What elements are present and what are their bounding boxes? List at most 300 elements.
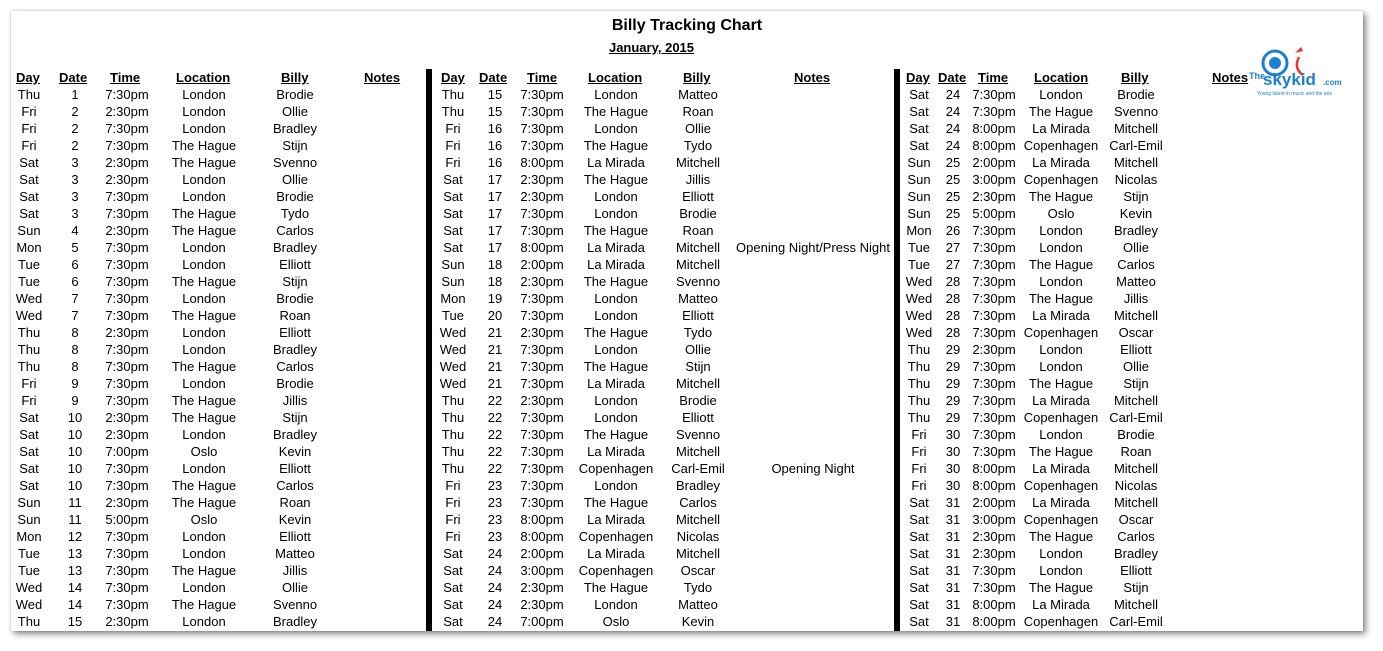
cell-date: 14 <box>67 580 83 595</box>
cell-date: 29 <box>945 410 961 425</box>
cell-location: London <box>182 427 226 442</box>
header-notes: Notes <box>364 70 401 85</box>
cell-date: 7 <box>71 308 79 323</box>
cell-location: London <box>182 240 226 255</box>
cell-billy: Stijn <box>282 138 308 153</box>
cell-billy: Ollie <box>1122 240 1150 255</box>
cell-date: 24 <box>487 563 503 578</box>
cell-location: London <box>182 172 226 187</box>
cell-day: Sat <box>909 580 929 595</box>
cell-location: La Mirada <box>1032 155 1090 170</box>
cell-date: 12 <box>67 529 83 544</box>
cell-date: 2 <box>71 138 79 153</box>
cell-billy: Mitchell <box>1113 121 1159 136</box>
cell-billy: Carl-Emil <box>1109 138 1163 153</box>
cell-day: Sun <box>907 172 931 187</box>
cell-date: 31 <box>945 546 961 561</box>
cell-time: 8:00pm <box>972 597 1016 612</box>
cell-date: 25 <box>945 189 961 204</box>
cell-billy: Brodie <box>679 206 717 221</box>
cell-day: Sun <box>17 512 41 527</box>
cell-day: Sat <box>443 172 463 187</box>
cell-billy: Carlos <box>276 478 314 493</box>
cell-time: 7:30pm <box>520 87 564 102</box>
cell-billy: Stijn <box>1123 376 1149 391</box>
cell-time: 7:30pm <box>972 444 1016 459</box>
cell-billy: Bradley <box>1113 223 1159 238</box>
cell-date: 22 <box>487 410 503 425</box>
cell-time: 7:30pm <box>520 223 564 238</box>
cell-day: Thu <box>441 87 465 102</box>
cell-day: Fri <box>21 376 37 391</box>
cell-date: 29 <box>945 376 961 391</box>
cell-location: London <box>1039 240 1083 255</box>
cell-date: 28 <box>945 291 961 306</box>
cell-billy: Carl-Emil <box>671 461 725 476</box>
cell-billy: Nicolas <box>676 529 720 544</box>
cell-billy: Brodie <box>276 376 314 391</box>
cell-time: 2:00pm <box>972 155 1016 170</box>
cell-time: 7:30pm <box>520 444 564 459</box>
cell-time: 2:30pm <box>520 393 564 408</box>
cell-day: Wed <box>905 308 933 323</box>
cell-location: The Hague <box>1028 104 1094 119</box>
cell-day: Thu <box>17 87 41 102</box>
cell-day: Thu <box>441 104 465 119</box>
cell-date: 25 <box>945 206 961 221</box>
cell-time: 2:30pm <box>105 172 149 187</box>
cell-billy: Ollie <box>281 172 309 187</box>
cell-time: 7:30pm <box>105 291 149 306</box>
cell-location: La Mirada <box>1032 121 1090 136</box>
cell-time: 2:00pm <box>972 495 1016 510</box>
cell-date: 28 <box>945 274 961 289</box>
cell-time: 7:30pm <box>972 257 1016 272</box>
cell-location: London <box>182 325 226 340</box>
cell-date: 16 <box>487 155 503 170</box>
cell-location: La Mirada <box>587 512 645 527</box>
cell-time: 7:30pm <box>520 495 564 510</box>
cell-time: 7:30pm <box>105 376 149 391</box>
cell-billy: Bradley <box>272 427 318 442</box>
cell-location: The Hague <box>583 359 649 374</box>
cell-location: The Hague <box>1028 580 1094 595</box>
cell-day: Sat <box>19 172 39 187</box>
logo-the: The <box>1249 71 1266 81</box>
cell-time: 7:30pm <box>105 529 149 544</box>
cell-day: Wed <box>439 376 467 391</box>
cell-day: Mon <box>16 529 42 544</box>
cell-location: London <box>182 104 226 119</box>
cell-location: The Hague <box>583 580 649 595</box>
cell-time: 7:30pm <box>520 478 564 493</box>
cell-location: London <box>594 291 638 306</box>
cell-day: Sat <box>909 546 929 561</box>
cell-time: 7:30pm <box>105 461 149 476</box>
cell-day: Thu <box>907 393 931 408</box>
cell-time: 7:30pm <box>105 206 149 221</box>
cell-time: 2:30pm <box>105 223 149 238</box>
cell-day: Fri <box>21 104 37 119</box>
cell-location: La Mirada <box>1032 597 1090 612</box>
cell-billy: Elliott <box>279 257 311 272</box>
cell-day: Fri <box>21 138 37 153</box>
cell-date: 16 <box>487 138 503 153</box>
cell-date: 30 <box>945 427 961 442</box>
cell-billy: Elliott <box>279 529 311 544</box>
cell-location: London <box>1039 427 1083 442</box>
tracking-chart-sheet <box>11 11 1363 631</box>
cell-billy: Carl-Emil <box>1109 614 1163 629</box>
cell-location: London <box>182 189 226 204</box>
cell-day: Tue <box>908 240 930 255</box>
cell-time: 7:30pm <box>105 563 149 578</box>
cell-billy: Ollie <box>684 121 712 136</box>
cell-time: 2:30pm <box>105 325 149 340</box>
cell-date: 11 <box>68 495 82 510</box>
cell-date: 30 <box>945 461 961 476</box>
cell-date: 18 <box>487 257 503 272</box>
cell-day: Sat <box>909 529 929 544</box>
header-location: Location <box>176 70 231 85</box>
cell-location: The Hague <box>583 104 649 119</box>
cell-day: Fri <box>911 478 927 493</box>
cell-location: La Mirada <box>587 155 645 170</box>
cell-date: 24 <box>487 580 503 595</box>
cell-day: Fri <box>445 155 461 170</box>
cell-billy: Svenno <box>272 597 318 612</box>
cell-location: London <box>1039 359 1083 374</box>
cell-date: 4 <box>71 223 79 238</box>
cell-date: 8 <box>71 325 79 340</box>
cell-billy: Mitchell <box>675 444 721 459</box>
cell-day: Fri <box>21 393 37 408</box>
cell-time: 7:30pm <box>972 274 1016 289</box>
cell-location: London <box>182 257 226 272</box>
cell-billy: Brodie <box>276 189 314 204</box>
cell-date: 30 <box>945 444 961 459</box>
cell-date: 21 <box>487 342 503 357</box>
cell-location: Copenhagen <box>1023 410 1099 425</box>
cell-day: Wed <box>905 325 933 340</box>
cell-billy: Matteo <box>678 87 718 102</box>
cell-time: 8:00pm <box>972 138 1016 153</box>
cell-location: The Hague <box>171 478 237 493</box>
cell-time: 8:00pm <box>972 121 1016 136</box>
cell-location: La Mirada <box>587 376 645 391</box>
cell-location: The Hague <box>1028 257 1094 272</box>
cell-day: Sat <box>443 614 463 629</box>
cell-billy: Kevin <box>1119 206 1153 221</box>
cell-day: Tue <box>18 546 40 561</box>
cell-location: The Hague <box>583 223 649 238</box>
cell-location: The Hague <box>171 206 237 221</box>
cell-day: Sat <box>909 597 929 612</box>
cell-billy: Tydo <box>683 580 713 595</box>
cell-location: London <box>182 121 226 136</box>
cell-location: The Hague <box>1028 189 1094 204</box>
cell-billy: Tydo <box>280 206 310 221</box>
cell-billy: Elliott <box>279 325 311 340</box>
cell-billy: Svenno <box>1113 104 1159 119</box>
cell-date: 3 <box>71 206 79 221</box>
cell-date: 28 <box>945 308 961 323</box>
cell-day: Sat <box>19 189 39 204</box>
cell-day: Sun <box>17 223 41 238</box>
header-notes: Notes <box>1212 70 1249 85</box>
cell-location: La Mirada <box>587 444 645 459</box>
cell-date: 23 <box>487 478 503 493</box>
cell-day: Sat <box>443 597 463 612</box>
cell-location: London <box>1039 563 1083 578</box>
cell-location: The Hague <box>1028 376 1094 391</box>
cell-billy: Mitchell <box>675 376 721 391</box>
cell-time: 2:00pm <box>520 257 564 272</box>
cell-time: 2:30pm <box>105 155 149 170</box>
cell-time: 7:30pm <box>972 359 1016 374</box>
cell-time: 2:30pm <box>972 342 1016 357</box>
cell-date: 25 <box>945 172 961 187</box>
cell-billy: Elliott <box>682 308 714 323</box>
cell-time: 7:30pm <box>520 359 564 374</box>
cell-location: London <box>1039 223 1083 238</box>
header-location: Location <box>588 70 643 85</box>
cell-day: Mon <box>440 291 466 306</box>
cell-billy: Roan <box>279 495 311 510</box>
cell-time: 2:30pm <box>520 580 564 595</box>
cell-location: Copenhagen <box>1023 512 1099 527</box>
cell-billy: Jillis <box>685 172 711 187</box>
cell-date: 17 <box>487 206 503 221</box>
cell-day: Tue <box>908 257 930 272</box>
cell-date: 31 <box>945 614 961 629</box>
cell-location: The Hague <box>171 393 237 408</box>
cell-location: London <box>594 189 638 204</box>
cell-billy: Carlos <box>1117 529 1155 544</box>
cell-date: 13 <box>67 546 83 561</box>
cell-time: 7:30pm <box>972 410 1016 425</box>
cell-location: Copenhagen <box>1023 614 1099 629</box>
cell-location: London <box>182 461 226 476</box>
cell-location: London <box>182 529 226 544</box>
cell-time: 7:30pm <box>520 291 564 306</box>
cell-billy: Carlos <box>679 495 717 510</box>
cell-day: Thu <box>441 427 465 442</box>
cell-billy: Stijn <box>1123 580 1149 595</box>
cell-billy: Mitchell <box>1113 461 1159 476</box>
cell-day: Sat <box>443 223 463 238</box>
cell-time: 7:30pm <box>972 87 1016 102</box>
cell-billy: Elliott <box>682 410 714 425</box>
cell-date: 15 <box>67 614 83 629</box>
cell-day: Thu <box>17 342 41 357</box>
cell-time: 7:30pm <box>105 121 149 136</box>
cell-billy: Roan <box>279 308 311 323</box>
cell-day: Sat <box>909 512 929 527</box>
cell-location: London <box>182 87 226 102</box>
cell-day: Sat <box>909 104 929 119</box>
cell-time: 5:00pm <box>972 206 1016 221</box>
cell-billy: Ollie <box>281 580 309 595</box>
cell-location: La Mirada <box>1032 495 1090 510</box>
cell-billy: Bradley <box>1113 546 1159 561</box>
cell-date: 27 <box>945 257 961 272</box>
cell-billy: Nicolas <box>1114 172 1158 187</box>
cell-time: 7:30pm <box>972 291 1016 306</box>
cell-date: 16 <box>487 121 503 136</box>
cell-day: Sat <box>19 427 39 442</box>
header-billy: Billy <box>683 70 711 85</box>
cell-time: 2:00pm <box>520 546 564 561</box>
cell-location: London <box>594 342 638 357</box>
cell-billy: Bradley <box>272 121 318 136</box>
cell-time: 2:30pm <box>520 189 564 204</box>
cell-billy: Nicolas <box>1114 478 1158 493</box>
cell-day: Sat <box>19 478 39 493</box>
cell-location: La Mirada <box>1032 461 1090 476</box>
cell-billy: Elliott <box>682 189 714 204</box>
cell-date: 31 <box>945 580 961 595</box>
cell-date: 17 <box>487 223 503 238</box>
cell-location: Oslo <box>190 444 218 459</box>
cell-time: 3:00pm <box>972 172 1016 187</box>
cell-day: Thu <box>907 342 931 357</box>
cell-location: London <box>1039 342 1083 357</box>
cell-time: 7:30pm <box>972 427 1016 442</box>
cell-billy: Matteo <box>678 597 718 612</box>
cell-billy: Mitchell <box>675 546 721 561</box>
cell-day: Mon <box>906 223 932 238</box>
cell-day: Wed <box>15 597 43 612</box>
cell-location: The Hague <box>171 359 237 374</box>
cell-billy: Matteo <box>275 546 315 561</box>
cell-location: London <box>594 121 638 136</box>
cell-time: 2:30pm <box>105 614 149 629</box>
cell-location: Copenhagen <box>1023 478 1099 493</box>
cell-day: Fri <box>445 121 461 136</box>
cell-date: 27 <box>945 240 961 255</box>
cell-billy: Elliott <box>279 461 311 476</box>
cell-location: London <box>594 87 638 102</box>
header-date: Date <box>59 70 88 85</box>
cell-day: Fri <box>445 478 461 493</box>
cell-location: Copenhagen <box>1023 138 1099 153</box>
cell-date: 29 <box>945 393 961 408</box>
cell-time: 7:00pm <box>520 614 564 629</box>
cell-time: 7:30pm <box>520 461 564 476</box>
cell-date: 17 <box>487 172 503 187</box>
header-time: Time <box>110 70 141 85</box>
column-separator <box>894 69 900 631</box>
cell-date: 24 <box>945 87 961 102</box>
cell-time: 7:30pm <box>972 240 1016 255</box>
cell-billy: Matteo <box>678 291 718 306</box>
cell-date: 10 <box>67 478 83 493</box>
cell-billy: Stijn <box>685 359 711 374</box>
cell-location: Copenhagen <box>578 563 654 578</box>
cell-billy: Svenno <box>272 155 318 170</box>
cell-billy: Ollie <box>281 104 309 119</box>
cell-date: 21 <box>487 376 503 391</box>
cell-time: 7:30pm <box>520 410 564 425</box>
cell-time: 7:30pm <box>972 376 1016 391</box>
cell-date: 2 <box>71 104 79 119</box>
cell-date: 13 <box>67 563 83 578</box>
cell-billy: Mitchell <box>1113 155 1159 170</box>
cell-location: Copenhagen <box>1023 172 1099 187</box>
cell-day: Sat <box>909 563 929 578</box>
cell-date: 20 <box>487 308 503 323</box>
cell-date: 7 <box>71 291 79 306</box>
cell-location: London <box>182 546 226 561</box>
cell-date: 1 <box>71 87 79 102</box>
cell-day: Fri <box>445 138 461 153</box>
cell-billy: Brodie <box>1117 87 1155 102</box>
cell-location: The Hague <box>1028 444 1094 459</box>
cell-time: 8:00pm <box>520 512 564 527</box>
cell-date: 21 <box>487 325 503 340</box>
cell-billy: Mitchell <box>1113 495 1159 510</box>
cell-day: Sat <box>443 546 463 561</box>
cell-day: Sat <box>909 138 929 153</box>
column-separator <box>426 69 432 631</box>
cell-location: London <box>594 308 638 323</box>
header-date: Date <box>479 70 508 85</box>
cell-time: 7:30pm <box>972 308 1016 323</box>
cell-time: 2:30pm <box>520 172 564 187</box>
cell-time: 3:00pm <box>520 563 564 578</box>
cell-day: Wed <box>439 325 467 340</box>
cell-time: 7:30pm <box>105 138 149 153</box>
cell-location: La Mirada <box>587 240 645 255</box>
cell-day: Thu <box>441 444 465 459</box>
cell-date: 29 <box>945 359 961 374</box>
cell-time: 7:00pm <box>105 444 149 459</box>
cell-billy: Kevin <box>681 614 715 629</box>
cell-time: 7:30pm <box>972 223 1016 238</box>
cell-time: 8:00pm <box>520 155 564 170</box>
cell-time: 7:30pm <box>520 427 564 442</box>
cell-date: 31 <box>945 495 961 510</box>
cell-location: The Hague <box>583 138 649 153</box>
cell-location: Oslo <box>602 614 630 629</box>
cell-day: Tue <box>18 274 40 289</box>
cell-day: Wed <box>905 291 933 306</box>
cell-location: London <box>594 597 638 612</box>
cell-day: Thu <box>441 410 465 425</box>
cell-location: The Hague <box>583 495 649 510</box>
cell-billy: Jillis <box>1123 291 1149 306</box>
cell-date: 11 <box>68 512 82 527</box>
cell-billy: Bradley <box>272 240 318 255</box>
cell-location: London <box>1039 274 1083 289</box>
cell-time: 7:30pm <box>105 393 149 408</box>
cell-day: Thu <box>441 393 465 408</box>
cell-day: Thu <box>441 461 465 476</box>
cell-time: 7:30pm <box>105 308 149 323</box>
cell-day: Wed <box>439 342 467 357</box>
cell-day: Sat <box>443 563 463 578</box>
cell-date: 9 <box>71 376 79 391</box>
cell-billy: Oscar <box>680 563 716 578</box>
cell-day: Thu <box>907 359 931 374</box>
cell-location: London <box>182 580 226 595</box>
cell-location: The Hague <box>171 155 237 170</box>
cell-date: 10 <box>67 461 83 476</box>
cell-day: Sat <box>909 614 929 629</box>
header-billy: Billy <box>281 70 309 85</box>
cell-date: 2 <box>71 121 79 136</box>
